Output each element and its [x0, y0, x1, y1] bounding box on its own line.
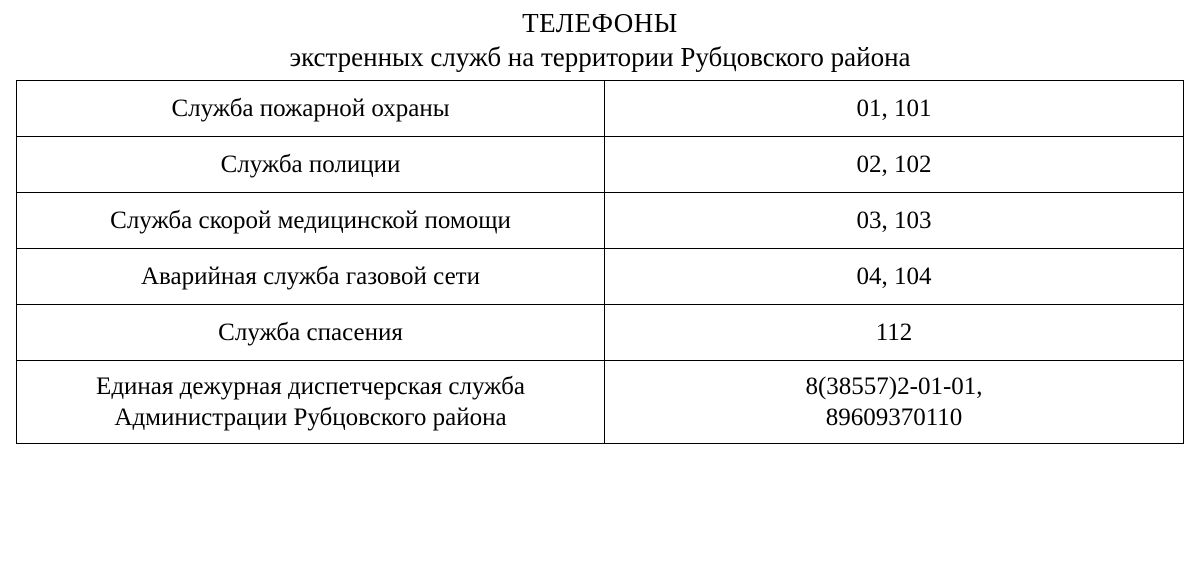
- phone-number-line-2: 89609370110: [825, 404, 963, 431]
- table-row: [17, 361, 1184, 444]
- emergency-phones-table: [16, 80, 1184, 444]
- phone-number-cell: 04, 104: [605, 249, 1184, 305]
- title-main: ТЕЛЕФОНЫ: [522, 8, 678, 38]
- service-name-cell: Служба скорой медицинской помощи: [17, 193, 605, 249]
- document-title: [0, 0, 1200, 74]
- phone-number-cell: 02, 102: [605, 137, 1184, 193]
- table-row: [17, 137, 1184, 193]
- phone-number-cell: 112: [605, 305, 1184, 361]
- service-name-cell: Единая дежурная диспетчерская служба Администрации Рубцовского района: [17, 361, 605, 444]
- title-subtitle: экстренных служб на территории Рубцовского района: [289, 42, 911, 72]
- table-row: [17, 193, 1184, 249]
- table-row: [17, 305, 1184, 361]
- service-name-cell: Служба полиции: [17, 137, 605, 193]
- table-row: [17, 249, 1184, 305]
- phone-number-cell: 01, 101: [605, 81, 1184, 137]
- service-name-cell: Аварийная служба газовой сети: [17, 249, 605, 305]
- service-name-cell: Служба пожарной охраны: [17, 81, 605, 137]
- phone-number-line-1: 8(38557)2-01-01,: [805, 373, 983, 400]
- phone-number-cell: 03, 103: [605, 193, 1184, 249]
- phone-number-cell: [605, 361, 1184, 444]
- service-name-cell: Служба спасения: [17, 305, 605, 361]
- table-row: [17, 81, 1184, 137]
